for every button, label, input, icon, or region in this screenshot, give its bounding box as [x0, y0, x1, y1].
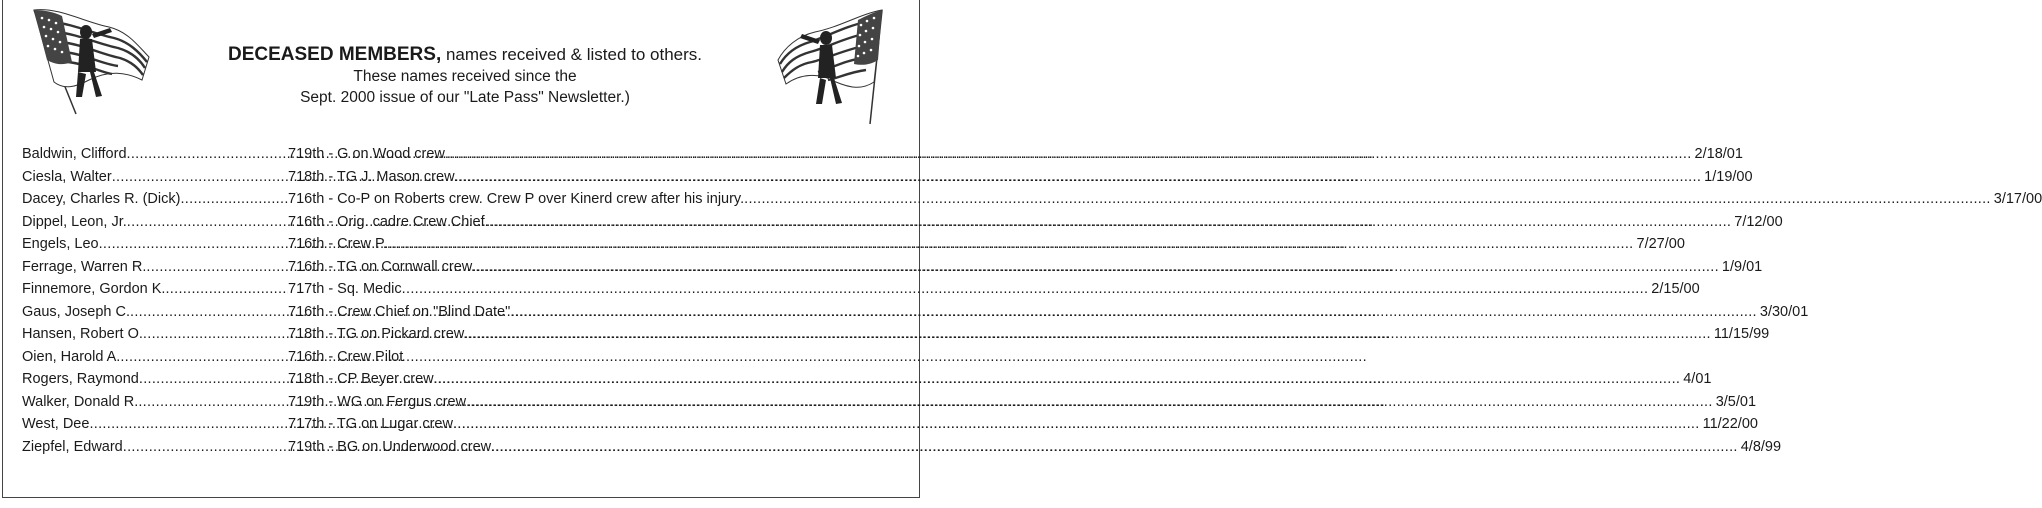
member-name: Ziepfel, Edward: [22, 438, 123, 455]
dot-leader: [165, 278, 288, 301]
description-cell: [288, 368, 1680, 391]
member-description: 719th - G on Wood crew: [288, 146, 445, 162]
name-cell: [22, 233, 288, 256]
member-description: 719th - WG on Fergus crew: [288, 393, 467, 410]
description-cell: [288, 436, 1738, 459]
member-name: Ferrage, Warren R.: [22, 258, 147, 275]
description-cell: [288, 188, 1991, 211]
member-name: Engels, Leo: [22, 236, 99, 252]
description-cell: [288, 346, 910, 369]
member-description: 719th - BG on Underwood crew: [288, 438, 492, 455]
description-cell: [288, 211, 1731, 234]
death-date: 1/19/00: [1704, 168, 1753, 185]
subtitle-line-2: Sept. 2000 issue of our "Late Pass" Newsletter.): [300, 89, 630, 106]
name-cell: [22, 436, 288, 459]
member-name: Dacey, Charles R. (Dick): [22, 191, 181, 207]
member-description: 717th - Sq. Medic: [288, 281, 402, 297]
header: [150, 44, 780, 108]
dot-leader: [455, 166, 1702, 189]
description-cell: [288, 233, 1634, 256]
member-name: Walker, Donald R.: [22, 393, 139, 410]
member-name: Dippel, Leon, Jr.: [22, 213, 127, 230]
death-date: 7/12/00: [1734, 213, 1783, 230]
list-item: [22, 166, 1753, 189]
description-cell: [288, 143, 1692, 166]
member-name: Rogers, Raymond: [22, 371, 139, 387]
dot-leader: [510, 301, 1757, 324]
dot-leader: [466, 391, 1713, 414]
member-name: Oien, Harold A.: [22, 348, 121, 365]
list-item: [22, 233, 1685, 256]
death-date: 3/17/00: [1993, 191, 2042, 207]
member-description: 718th - CP Beyer crew: [288, 371, 434, 387]
list-item: [22, 346, 913, 369]
list-item: [22, 256, 1763, 279]
description-cell: [288, 301, 1757, 324]
list-item: [22, 278, 1700, 301]
name-cell: [22, 301, 288, 324]
name-cell: [22, 278, 288, 301]
member-description: 718th - TG on Pickard crew: [288, 326, 465, 342]
name-cell: [22, 188, 288, 211]
subtitle-line-1: These names received since the: [353, 68, 577, 85]
dot-leader: [491, 436, 1738, 459]
death-date: 11/15/99: [1713, 326, 1770, 342]
death-date: 7/27/00: [1636, 236, 1685, 252]
member-description: 716th - Crew P.: [288, 236, 387, 252]
name-cell: [22, 391, 288, 414]
description-cell: [288, 323, 1711, 346]
description-cell: [288, 166, 1701, 189]
list-item: [22, 413, 1758, 436]
description-cell: [288, 413, 1700, 436]
member-name: Hansen, Robert O.: [22, 326, 143, 342]
death-date: 2/15/00: [1651, 281, 1700, 297]
name-cell: [22, 211, 288, 234]
dot-leader: [402, 278, 1649, 301]
name-cell: [22, 413, 288, 436]
death-date: 3/5/01: [1715, 393, 1757, 410]
list-item: [22, 211, 1783, 234]
page-title: [150, 44, 780, 66]
description-cell: [288, 391, 1713, 414]
title-bold: DECEASED MEMBERS,: [227, 44, 442, 65]
title-rest: names received & listed to others.: [441, 45, 703, 64]
list-item: [22, 436, 1782, 459]
name-cell: [22, 346, 288, 369]
member-description: 717th - TG on Lugar crew: [288, 416, 453, 432]
member-name: Baldwin, Clifford: [22, 146, 127, 162]
dot-leader: [744, 188, 1991, 211]
member-name: Gaus, Joseph C.: [22, 303, 130, 320]
death-date: 11/22/00: [1702, 416, 1758, 432]
name-cell: [22, 323, 288, 346]
list-item: [22, 301, 1809, 324]
death-date: 3/30/01: [1759, 303, 1809, 320]
dot-leader: [387, 233, 1634, 256]
flag-bugler-icon: [14, 2, 154, 117]
dot-leader: [472, 256, 1719, 279]
flag-bugler-icon: [770, 2, 905, 127]
list-item: [22, 143, 1743, 166]
dot-leader: [464, 323, 1711, 346]
member-description: 716th - Crew Pilot: [288, 348, 404, 365]
description-cell: [288, 278, 1648, 301]
death-date: 1/9/01: [1721, 258, 1763, 275]
dot-leader: [180, 188, 288, 211]
name-cell: [22, 166, 288, 189]
member-description: 718th - TG J. Mason crew: [288, 168, 455, 185]
list-item: [22, 323, 1770, 346]
dot-leader: [434, 368, 1681, 391]
dot-leader: [485, 211, 1732, 234]
member-name: Finnemore, Gordon K.: [22, 281, 166, 297]
name-cell: [22, 256, 288, 279]
dot-leader: [445, 143, 1692, 166]
list-item: [22, 391, 1757, 414]
member-description: 716th - Crew Chief on "Blind Date": [288, 303, 511, 320]
member-name: West, Dee: [22, 416, 90, 432]
member-name: Ciesla, Walter: [22, 168, 112, 185]
dot-leader: [453, 413, 1700, 436]
member-description: 716th - TG on Cornwall crew: [288, 258, 473, 275]
member-description: 716th - Orig. cadre Crew Chief: [288, 213, 485, 230]
name-cell: [22, 143, 288, 166]
member-list: [22, 143, 2042, 458]
death-date: 4/01: [1683, 371, 1712, 387]
description-cell: [288, 256, 1719, 279]
death-date: 2/18/01: [1694, 146, 1743, 162]
member-description: 716th - Co-P on Roberts crew. Crew P over Kinerd crew after his injury.: [288, 191, 745, 207]
list-item: [22, 368, 1712, 391]
name-cell: [22, 368, 288, 391]
death-date: 4/8/99: [1740, 438, 1782, 455]
list-item: [22, 188, 2042, 211]
